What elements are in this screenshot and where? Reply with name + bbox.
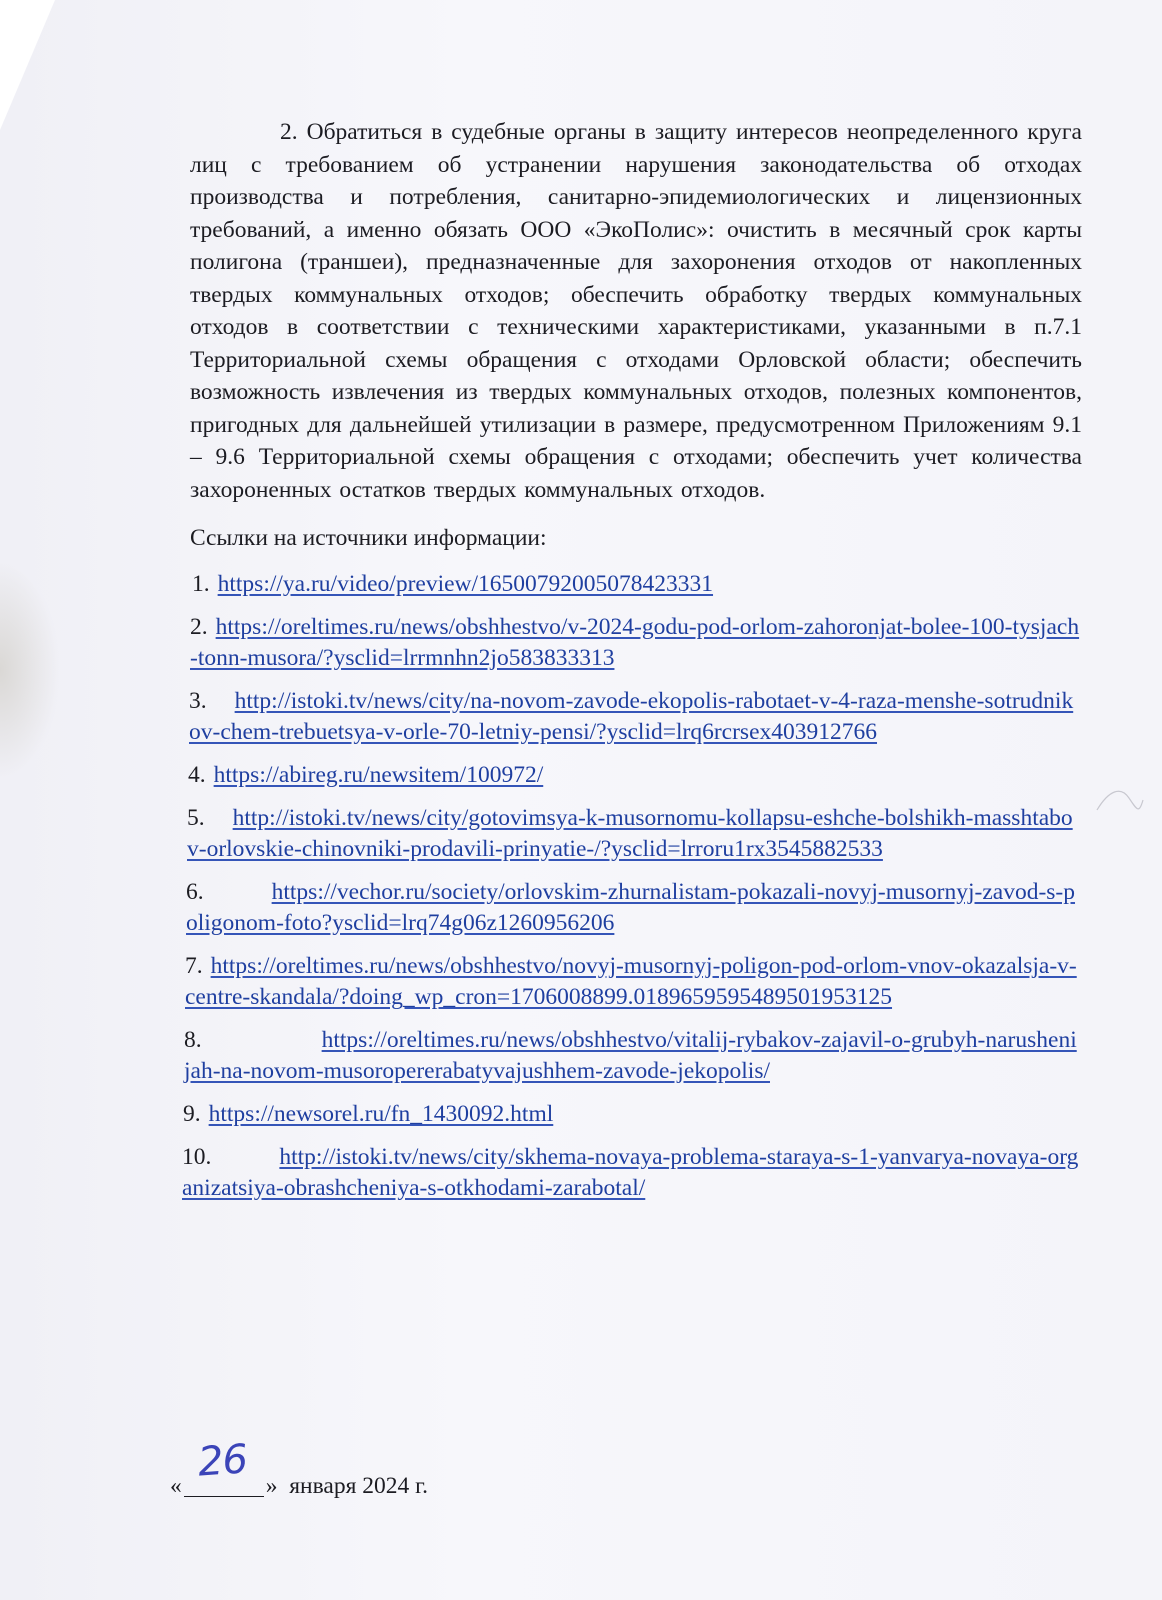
source-number: 6. — [186, 878, 204, 905]
pen-stroke-mark — [1095, 780, 1145, 820]
source-link-4[interactable]: https://abireg.ru/newsitem/100972/ — [213, 761, 544, 788]
source-link-7[interactable]: https://oreltimes.ru/news/obshhestvo/novyj-musornyj-poligon-pod-orlom-vnov-okazalsja-v-centre-skandala/?doing_wp_cron=1706008899.0189659595489501953125 — [185, 952, 1077, 1010]
source-item-1 — [192, 569, 1082, 600]
date-close-quote: » — [265, 1473, 278, 1499]
main-paragraph: 2. Обратиться в судебные органы в защиту интересов неопределенного круга лиц с требованием об устранении нарушения законодательства об отходах производства и потребления, санитарно-эпидемиологических и лицензионных требований, а именно обязать ООО «ЭкоПолис»: очистить в месячный срок карты полигона (траншеи), предназначенные для захоронения отходов от накопленных твердых коммунальных отходов; обеспечить обработку твердых коммунальных отходов в соответствии с техническими характеристиками, указанными в п.7.1 Территориальной схемы обращения с отходами Орловской области; обеспечить возможность извлечения из твердых коммунальных отходов, полезных компонентов, пригодных для дальнейшей утилизации в размере, предусмотренном Приложениям 9.1 – 9.6 Территориальной схемы обращения с отходами; обеспечить учет количества захороненных остатков твердых коммунальных отходов. — [190, 119, 1082, 503]
source-item-5 — [187, 803, 1082, 865]
date-month-year: января 2024 г. — [289, 1473, 429, 1499]
source-number: 9. — [183, 1100, 201, 1127]
source-number: 2. — [190, 613, 208, 640]
scan-shadow — [0, 560, 60, 780]
source-link-5[interactable]: http://istoki.tv/news/city/gotovimsya-k-musornomu-kollapsu-eshche-bolshikh-masshtabov-orlovskie-chinovniki-prodavili-prinyatie-/?ysclid=lrroru1rx3545882533 — [187, 804, 1073, 862]
source-number: 5. — [187, 804, 205, 831]
date-line — [170, 1436, 429, 1500]
source-link-6[interactable]: https://vechor.ru/society/orlovskim-zhurnalistam-pokazali-novyj-musornyj-zavod-s-poligonom-foto?ysclid=lrq74g06z1260956206 — [186, 878, 1076, 936]
source-link-3[interactable]: http://istoki.tv/news/city/na-novom-zavode-ekopolis-rabotaet-v-4-raza-menshe-sotrudnikov-chem-trebuetsya-v-orle-70-letniy-pensi/?ysclid=lrq6rcrsex403912766 — [189, 687, 1074, 745]
document-body — [182, 116, 1082, 1216]
source-link-2[interactable]: https://oreltimes.ru/news/obshhestvo/v-2024-godu-pod-orlom-zahoronjat-bolee-100-tysjach-tonn-musora/?ysclid=lrrmnhn2jo583833313 — [190, 613, 1080, 671]
page-corner-fold — [0, 0, 55, 130]
day-blank — [184, 1436, 264, 1497]
source-item-8 — [184, 1025, 1082, 1087]
source-item-3 — [189, 686, 1082, 748]
source-number: 3. — [189, 687, 207, 714]
sources-heading: Ссылки на источники информации: — [190, 525, 547, 551]
source-number: 4. — [188, 761, 206, 788]
source-item-7 — [185, 951, 1082, 1013]
source-link-10[interactable]: http://istoki.tv/news/city/skhema-novaya-problema-staraya-s-1-yanvarya-novaya-organizatsiya-obrashcheniya-s-otkhodami-zarabotal/ — [182, 1143, 1079, 1201]
source-number: 10. — [182, 1143, 212, 1170]
source-link-1[interactable]: https://ya.ru/video/preview/16500792005078423331 — [217, 570, 714, 597]
source-link-8[interactable]: https://oreltimes.ru/news/obshhestvo/vitalij-rybakov-zajavil-o-grubyh-narushenijah-na-novom-musoropererabatyvajushhem-zavode-jekopolis/ — [184, 1026, 1077, 1084]
source-item-6 — [186, 877, 1082, 939]
source-item-9 — [183, 1099, 1082, 1130]
date-open-quote: « — [170, 1473, 182, 1499]
source-number: 8. — [184, 1026, 202, 1053]
source-item-4 — [188, 760, 1082, 791]
handwritten-day: 26 — [196, 1436, 249, 1486]
source-item-10 — [182, 1142, 1082, 1204]
source-number: 7. — [185, 952, 203, 979]
source-number: 1. — [192, 570, 210, 597]
source-item-2 — [190, 612, 1082, 674]
source-link-9[interactable]: https://newsorel.ru/fn_1430092.html — [208, 1100, 554, 1127]
sources-list — [182, 569, 1082, 1204]
